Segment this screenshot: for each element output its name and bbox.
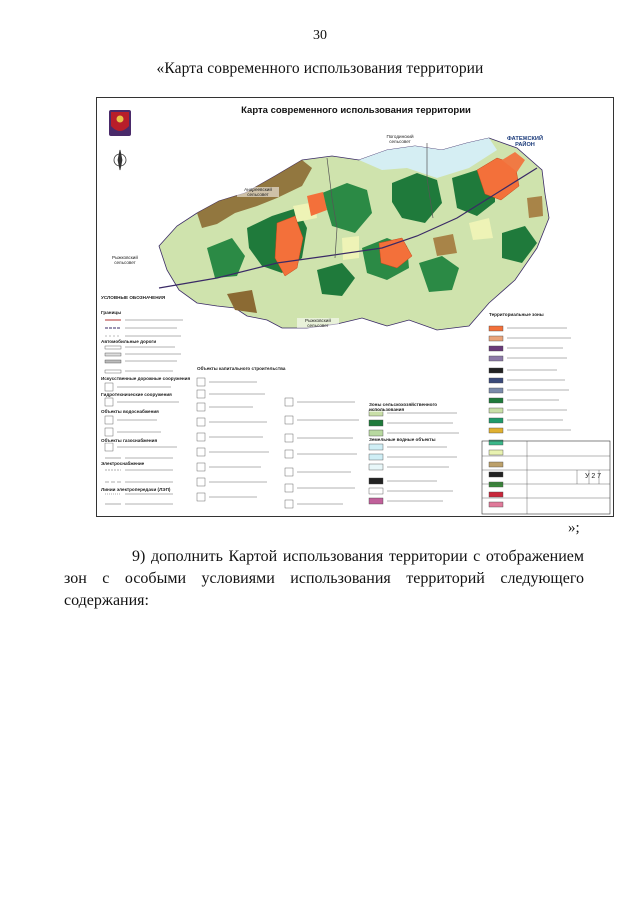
legend-section-power-lines: Линии электропередачи (ЛЭП): [101, 487, 181, 492]
label-ryzhkovsky-west: Рыжковский сельсовет: [103, 255, 147, 265]
label-fatezhsky: ФАТЕЖСКИЙ РАЙОН: [507, 136, 543, 149]
map-graphic: [97, 98, 614, 517]
label-andreevsky: Андреевский сельсовет: [237, 187, 279, 197]
legend-section-water-supply: Объекты водоснабжения: [101, 409, 181, 414]
legend-section-structures: Искусственные дорожные сооружения: [101, 376, 191, 381]
legend-section-zones: Территориальные зоны: [489, 312, 569, 317]
legend-section-boundaries: Границы: [101, 310, 141, 315]
paragraph-text: [64, 546, 584, 612]
legend-section-gas: Объекты газоснабжения: [101, 438, 181, 443]
legend-heading: УСЛОВНЫЕ ОБОЗНАЧЕНИЯ: [101, 295, 171, 300]
map-title: Карта современного использования территории: [241, 105, 471, 116]
legend-section-capital: Объекты капитального строительства: [197, 366, 286, 371]
paragraph-body: 9) дополнить Картой использования территории с отображением зон с особыми условиями использования территорий следующего содержания:: [64, 548, 584, 609]
legend-section-water-bodies: Земельные водные объекты: [369, 437, 449, 442]
legend-section-hydro: Гидротехнические сооружения: [101, 392, 191, 397]
stamp-sheet-number: У 2 7: [584, 473, 602, 480]
document-heading: «Карта современного использования территории: [156, 60, 484, 77]
closing-quote: »;: [568, 520, 580, 536]
page-number: 30: [313, 28, 327, 43]
compass-icon: [114, 150, 126, 170]
legend-section-agri: Зоны сельскохозяйственного использования: [369, 402, 469, 412]
map-sheet: [96, 97, 614, 517]
label-pogodinsky: Погодинский сельсовет: [379, 134, 421, 144]
label-ryzhkovsky-south: Рыжковский сельсовет: [297, 318, 339, 328]
legend-section-electric: Электроснабжение: [101, 461, 181, 466]
legend-section-roads: Автомобильные дороги: [101, 339, 161, 344]
